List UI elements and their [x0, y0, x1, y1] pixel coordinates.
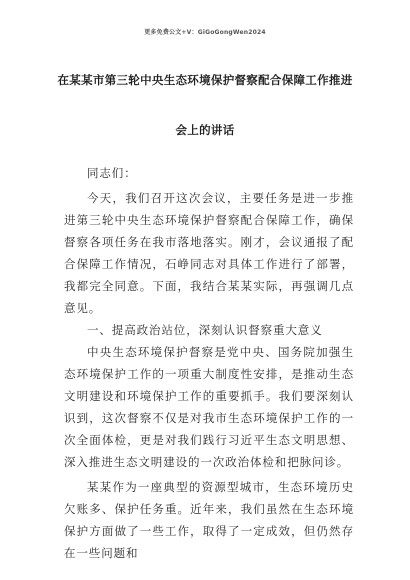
document-title-line2: 会上的讲话: [175, 123, 235, 137]
header-watermark: 更多免费公文+V：GiGoGongWen2024: [144, 29, 266, 36]
paragraph-city-context: 某某作为一座典型的资源型城市，生态环境历史欠账多、保护任务重。近年来，我们虽然在生态环境保护方面做了一些工作，取得了一定成效，但仍然存在一些问题和: [64, 480, 354, 560]
section-heading-1: 一、提高政治站位，深刻认识督察重大意义: [87, 323, 323, 337]
greeting: 同志们：: [87, 166, 137, 180]
document-body: [64, 162, 354, 564]
paragraph-significance: 中央生态环境保护督察是党中央、国务院加强生态环境保护工作的一项重大制度性安排，是推动生态文明建设和环境保护工作的重要抓手。我们要深刻认识到，这次督察不仅是对我市生态环境保护工作的一次全面体检，更是对我们践行习近平生态文明思想、深入推进生态文明建设的一次政治体检和把脉问诊。: [64, 345, 354, 469]
paragraph-opening: 今天，我们召开这次会议，主要任务是进一步推进第三轮中央生态环境保护督察配合保障工作，确保督察各项任务在我市落地落实。刚才，会议通报了配合保障工作情况，石峥同志对具体工作进行了部署，我都完全同意。下面，我结合某某实际，再强调几点意见。: [64, 191, 354, 315]
document-title-line1: 在某某市第三轮中央生态环境保护督察配合保障工作推进: [57, 73, 353, 87]
